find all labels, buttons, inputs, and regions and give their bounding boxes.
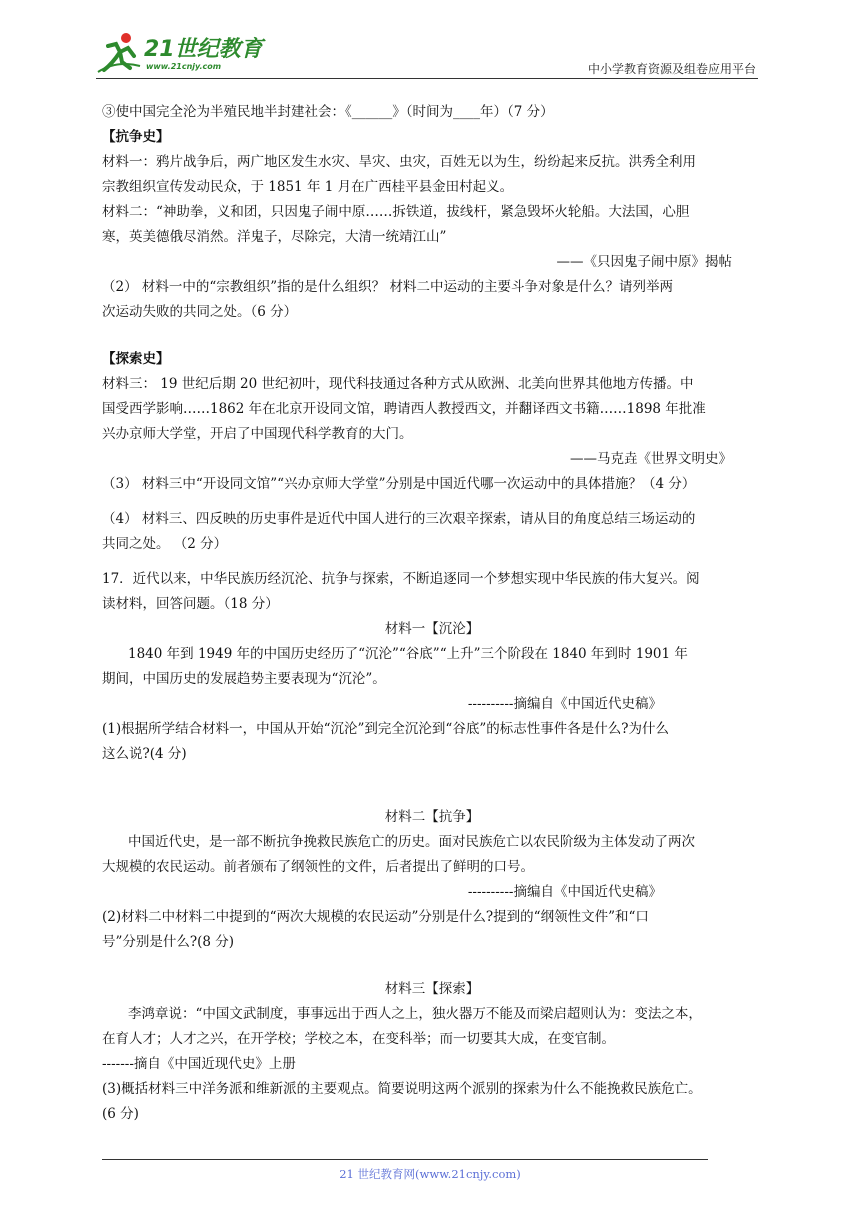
question-text: 共同之处。 （2 分） (102, 536, 228, 552)
material-source: ——马克垚《世界文明史》 (570, 451, 732, 467)
header-platform-title: 中小学教育资源及组卷应用平台 (587, 62, 756, 76)
logo-url: www.21cnjy.com (146, 62, 222, 71)
material-text: 期间，中国历史的发展趋势主要表现为“沉沦”。 (102, 671, 386, 687)
material-title: 材料二【抗争】 (384, 809, 480, 825)
site-logo[interactable] (96, 30, 276, 78)
page-header (96, 28, 756, 80)
material-text: 在育人才；人才之兴，在开学校；学校之本，在变科举；而一切要其大成，在变官制。 (102, 1031, 615, 1047)
material-source: ----------摘编自《中国近代史稿》 (467, 884, 662, 900)
question-line: ③使中国完全沦为半殖民地半封建社会：《______》（时间为____年）（7 分） (102, 104, 554, 120)
material-source: ——《只因鬼子闹中原》揭帖 (556, 254, 732, 270)
question-text: 次运动失败的共同之处。（6 分） (102, 304, 298, 320)
material-text: 材料二：“神助拳，义和团，只因鬼子闹中原……拆铁道，拔线杆，紧急毁坏火轮船。大法国，心胆 (102, 204, 690, 220)
logo-text: 21世纪教育 (144, 37, 263, 62)
material-title: 材料三【探索】 (384, 981, 480, 997)
question-text: (3)概括材料三中洋务派和维新派的主要观点。简要说明这两个派别的探索为什么不能挽救民族危亡。 (102, 1081, 702, 1097)
section-heading: 【抗争史】 (102, 129, 170, 145)
question-text: 号”分别是什么?(8 分) (102, 934, 235, 950)
material-text: 材料三： 19 世纪后期 20 世纪初叶，现代科技通过各种方式从欧洲、北美向世界其他地方传播。中 (102, 376, 694, 392)
question-text: 17．近代以来，中华民族历经沉沦、抗争与探索，不断追逐同一个梦想实现中华民族的伟大复兴。阅 (102, 571, 700, 587)
question-text: (6 分) (102, 1106, 139, 1122)
material-text: 大规模的农民运动。前者颁布了纲领性的文件，后者提出了鲜明的口号。 (102, 859, 534, 875)
material-text: 国受西学影响……1862 年在北京开设同文馆，聘请西人教授西文，并翻译西文书籍……1898 年批准 (102, 401, 706, 417)
runner-icon (96, 30, 142, 76)
material-text: 中国近代史，是一部不断抗争挽救民族危亡的历史。面对民族危亡以农民阶级为主体发动了两次 (128, 834, 695, 850)
question-text: 这么说?(4 分) (102, 746, 187, 762)
header-divider (96, 78, 758, 79)
question-text: （3） 材料三中“开设同文馆”“兴办京师大学堂”分别是中国近代哪一次运动中的具体措施？（4 分） (102, 476, 696, 492)
document-body (102, 100, 762, 1127)
material-title: 材料一【沉沦】 (384, 621, 480, 637)
material-text: 1840 年到 1949 年的中国历史经历了“沉沦”“谷底”“上升”三个阶段在 1840 年到时 1901 年 (128, 646, 688, 662)
footer-divider (102, 1159, 708, 1160)
question-text: （4） 材料三、四反映的历史事件是近代中国人进行的三次艰辛探索，请从目的角度总结三场运动的 (102, 511, 696, 527)
material-text: 兴办京师大学堂，开启了中国现代科学教育的大门。 (102, 426, 413, 442)
material-source: ----------摘编自《中国近代史稿》 (467, 696, 662, 712)
material-text: 寒，英美德俄尽消然。洋鬼子，尽除完，大清一统靖江山” (102, 229, 447, 245)
section-heading: 【探索史】 (102, 351, 170, 367)
question-text: (1)根据所学结合材料一，中国从开始“沉沦”到完全沉沦到“谷底”的标志性事件各是什么?为什么 (102, 721, 669, 737)
page-footer[interactable]: 21 世纪教育网(www.21cnjy.com) (339, 1167, 521, 1181)
question-text: (2)材料二中材料二中提到的“两次大规模的农民运动”分别是什么?提到的“纲领性文件”和“口 (102, 909, 649, 925)
material-text: 李鸿章说：“中国文武制度，事事远出于西人之上，独火器万不能及而梁启超则认为：变法之本， (128, 1006, 702, 1022)
material-text: 宗教组织宣传发动民众，于 1851 年 1 月在广西桂平县金田村起义。 (102, 179, 514, 195)
question-text: 读材料，回答问题。（18 分） (102, 596, 279, 612)
question-text: （2） 材料一中的“宗教组织”指的是什么组织？ 材料二中运动的主要斗争对象是什么？请列举两 (102, 279, 673, 295)
material-source: -------摘自《中国近现代史》上册 (102, 1056, 296, 1072)
material-text: 材料一：鸦片战争后，两广地区发生水灾、旱灾、虫灾，百姓无以为生，纷纷起来反抗。洪秀全利用 (102, 154, 696, 170)
